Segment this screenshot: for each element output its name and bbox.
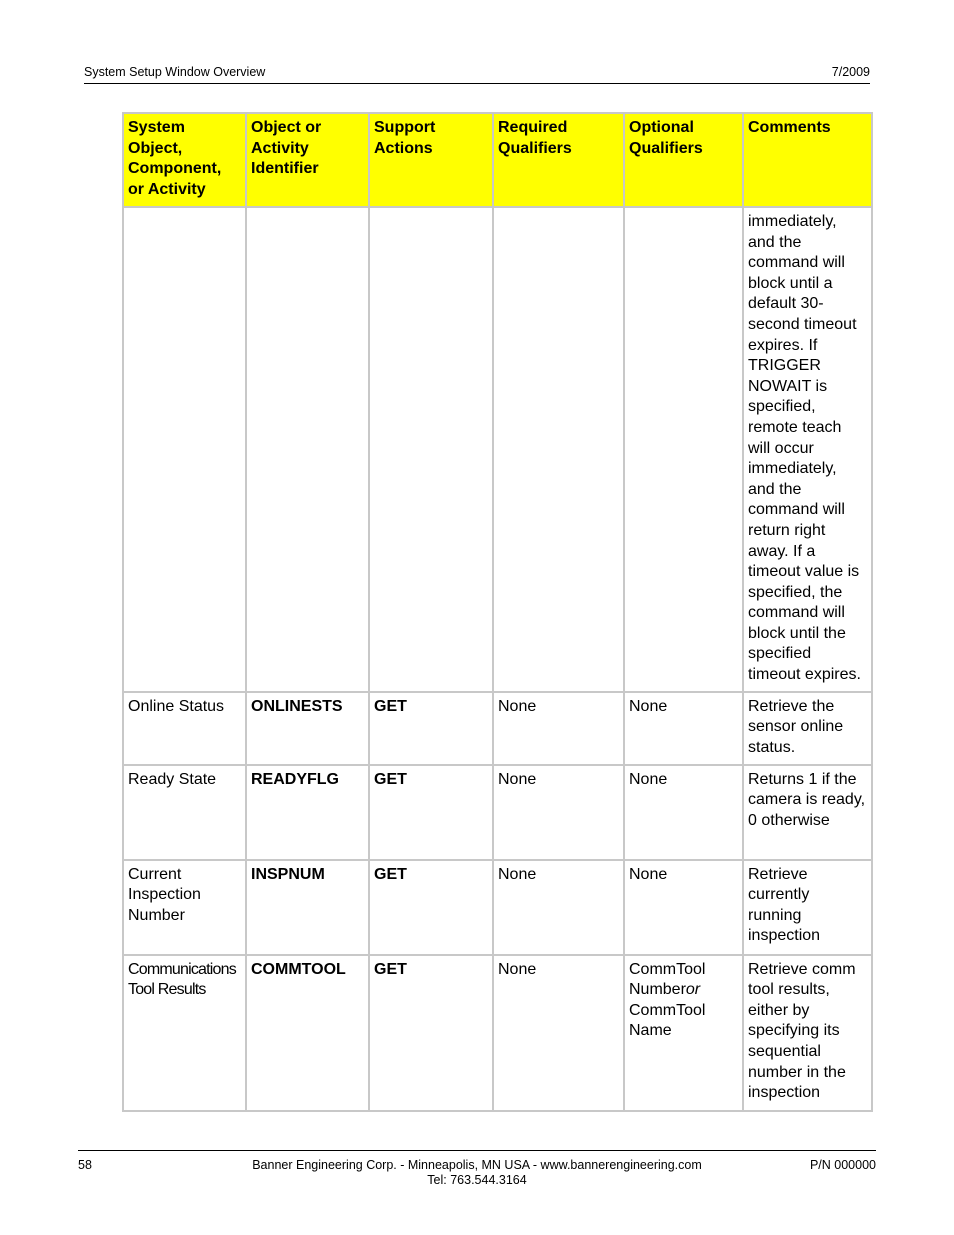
cell-required: None [493, 765, 624, 860]
header-title: System Setup Window Overview [84, 65, 266, 79]
part-number: P/N 000000 [809, 1158, 876, 1172]
cell-object: Current Inspection Number [123, 860, 246, 955]
table-row [123, 692, 872, 765]
cell-identifier: INSPNUM [246, 860, 369, 955]
cell-actions [369, 207, 493, 692]
table-header-row [123, 113, 872, 207]
cell-object: Online Status [123, 692, 246, 765]
cell-actions: GET [369, 955, 493, 1111]
cell-comments: Returns 1 if the camera is ready, 0 otherwise [743, 765, 872, 860]
cell-comments: immediately, and the command will block until a default 30-second timeout expires. If TRIGGER NOWAIT is specified, remote teach will occur immediately, and the command will return right away. If a timeout value is specified, the command will block until the specified timeout expires. [743, 207, 872, 692]
cell-object: Ready State [123, 765, 246, 860]
cell-required [493, 207, 624, 692]
cell-comments: Retrieve the sensor online status. [743, 692, 872, 765]
table-row [123, 955, 872, 1111]
cell-optional: None [624, 860, 743, 955]
column-header-comments: Comments [743, 113, 872, 207]
cell-actions: GET [369, 765, 493, 860]
cell-optional [624, 955, 743, 1111]
cell-object [123, 207, 246, 692]
footer-company [200, 1158, 754, 1188]
cell-comments: Retrieve currently running inspection [743, 860, 872, 955]
cell-actions: GET [369, 692, 493, 765]
table-row [123, 765, 872, 860]
header-date: 7/2009 [831, 65, 870, 79]
cell-actions: GET [369, 860, 493, 955]
page-number: 58 [78, 1158, 92, 1172]
cell-identifier: READYFLG [246, 765, 369, 860]
optional-qualifier-name: CommTool Name [629, 1001, 706, 1040]
table-row [123, 860, 872, 955]
cell-comments: Retrieve comm tool results, either by specifying its sequential number in the inspection [743, 955, 872, 1111]
cell-optional: None [624, 765, 743, 860]
page-header [84, 65, 870, 84]
cell-required: None [493, 955, 624, 1111]
column-header-actions: Support Actions [369, 113, 493, 207]
cell-optional [624, 207, 743, 692]
optional-qualifier-number: CommTool Number [629, 960, 706, 999]
cell-optional: None [624, 692, 743, 765]
cell-required: None [493, 692, 624, 765]
column-header-identifier: Object or Activity Identifier [246, 113, 369, 207]
column-header-optional: Optional Qualifiers [624, 113, 743, 207]
cell-identifier: COMMTOOL [246, 955, 369, 1111]
command-table [122, 112, 873, 1112]
cell-required: None [493, 860, 624, 955]
cell-object: Communications Tool Results [123, 955, 246, 1111]
cell-identifier: ONLINESTS [246, 692, 369, 765]
column-header-object: System Object, Component, or Activity [123, 113, 246, 207]
footer-divider [78, 1150, 876, 1151]
table-row [123, 207, 872, 692]
footer-company-line: Banner Engineering Corp. - Minneapolis, MN USA - www.bannerengineering.com [252, 1158, 702, 1172]
cell-identifier [246, 207, 369, 692]
column-header-required: Required Qualifiers [493, 113, 624, 207]
optional-qualifier-or: or [685, 981, 701, 999]
footer-tel-line: Tel: 763.544.3164 [427, 1173, 527, 1187]
